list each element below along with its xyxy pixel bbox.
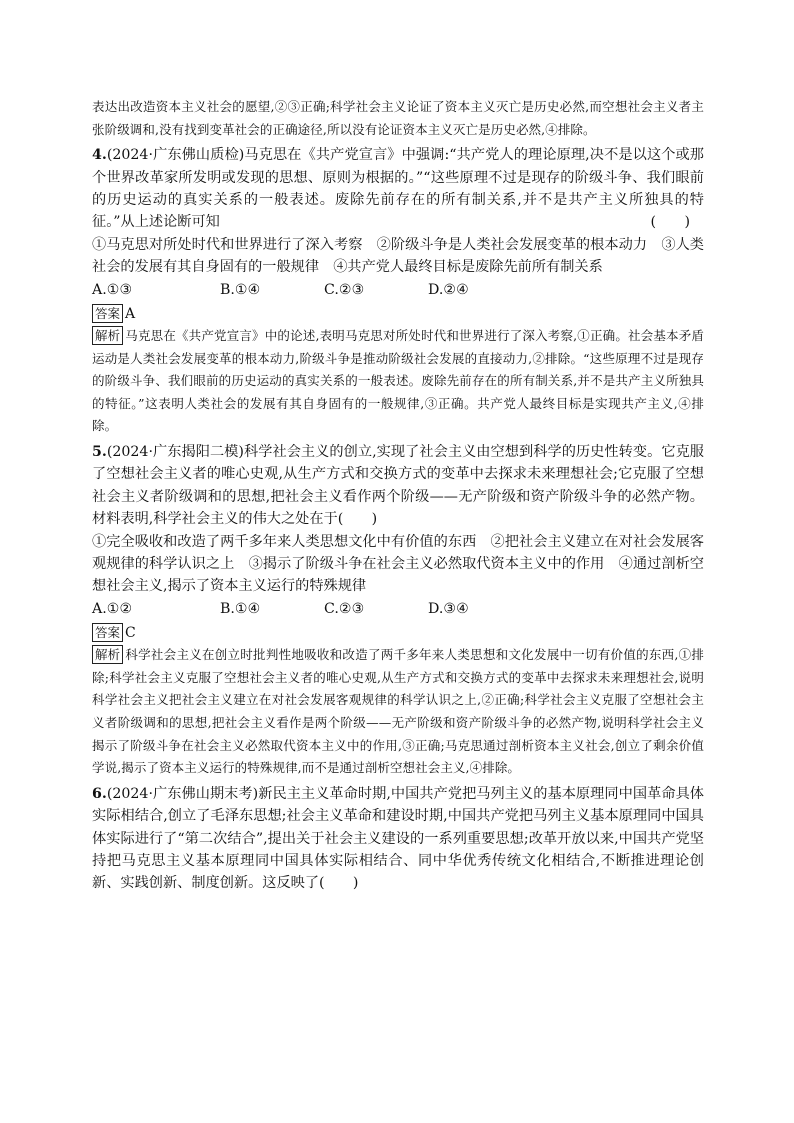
question-6-stem: (2024·广东佛山期末考)新民主主义革命时期,中国共产党把马列主义的基本原理同中国革命具体实际相结合,创立了毛泽东思想;社会主义革命和建设时期,中国共产党把马列主义基本原理同中国具体实际进行了“第二次结合”,提出关于社会主义建设的一系列重要思想;改革开放以来,中国共产党坚持把马克思主义基本原理同中国具体实际相结合、同中华优秀传统文化相结合,不断推进理论创新、实践创新、制度创新。这反映了( ): [92, 785, 704, 892]
question-4-answer: [92, 303, 704, 325]
question-4-answer-value: A: [125, 306, 136, 323]
question-4: [92, 144, 704, 234]
question-5-options: [92, 598, 704, 620]
question-5-answer: [92, 622, 704, 644]
analysis-tag: 解析: [92, 326, 123, 345]
question-4-options: [92, 279, 704, 301]
question-5-option-b[interactable]: B.①④: [220, 600, 261, 617]
question-4-option-b[interactable]: B.①④: [220, 281, 261, 298]
question-4-analysis: [92, 325, 704, 438]
question-5-option-a[interactable]: A.①②: [92, 600, 133, 617]
answer-tag: 答案: [92, 304, 123, 323]
question-5-analysis: [92, 644, 704, 780]
question-5: [92, 441, 704, 531]
analysis-tag: 解析: [92, 645, 123, 664]
question-5-analysis-text: 科学社会主义在创立时批判性地吸收和改造了两千多年来人类思想和文化发展中一切有价值的东西,①排除;科学社会主义克服了空想社会主义者的唯心史观,从生产方式和交换方式的变革中去探求未来理想社会,说明科学社会主义把社会主义建立在对社会发展客观规律的科学认识之上,②正确;科学社会主义克服了空想社会主义者阶级调和的思想,把社会主义看作是两个阶级——无产阶级和资产阶级斗争的必然产物,说明科学社会主义揭示了阶级斗争在社会主义必然取代资本主义中的作用,③正确;马克思通过剖析资本主义社会,创立了剩余价值学说,揭示了资本主义运行的特殊规律,而不是通过剖析空想社会主义,④排除。: [92, 647, 704, 776]
question-4-option-d[interactable]: D.②④: [428, 281, 469, 298]
question-5-option-d[interactable]: D.③④: [428, 600, 469, 617]
answer-tag: 答案: [92, 623, 123, 642]
top-explanation: 表达出改造资本主义社会的愿望,②③正确;科学社会主义论证了资本主义灭亡是历史必然,而空想社会主义者主张阶级调和,没有找到变革社会的正确途径,所以没有论证资本主义灭亡是历史必然,④排除。: [92, 99, 704, 137]
question-5-statements: ①完全吸收和改造了两千多年来人类思想文化中有价值的东西 ②把社会主义建立在对社会发展客观规律的科学认识之上 ③揭示了阶级斗争在社会主义必然取代资本主义中的作用 ④通过剖析空想社会主义,揭示了资本主义运行的特殊规律: [92, 533, 704, 595]
question-6: [92, 783, 704, 895]
question-4-stem: (2024·广东佛山质检)马克思在《共产党宣言》中强调:“共产党人的理论原理,决不是以这个或那个世界改革家所发明或发现的思想、原则为根据的。”“这些原理不过是现存的阶级斗争、我们眼前的历史运动的真实关系的一般表述。废除先前存在的所有制关系,并不是共产主义所独具的特征。”从上述论断可知: [92, 147, 704, 231]
question-5-answer-value: C: [125, 625, 136, 642]
question-4-option-a[interactable]: A.①③: [92, 281, 133, 298]
question-6-number: 6.: [92, 785, 107, 802]
question-4-statements: ①马克思对所处时代和世界进行了深入考察 ②阶级斗争是人类社会发展变革的根本动力 ③人类社会的发展有其自身固有的一般规律 ④共产党人最终目标是废除先前所有制关系: [92, 236, 704, 276]
question-5-number: 5.: [92, 444, 107, 460]
question-4-analysis-text: 马克思在《共产党宣言》中的论述,表明马克思对所处时代和世界进行了深入考察,①正确。社会基本矛盾运动是人类社会发展变革的根本动力,阶级斗争是推动阶级社会发展的直接动力,②排除。“这些原理不过是现存的阶级斗争、我们眼前的历史运动的真实关系的一般表述。废除先前存在的所有制关系,并不是共产主义所独具的特征。”这表明人类社会的发展有其自身固有的一般规律,③正确。共产党人最终目标是实现共产主义,④排除。: [92, 328, 704, 434]
document-page: [92, 96, 704, 895]
question-5-stem: (2024·广东揭阳二模)科学社会主义的创立,实现了社会主义由空想到科学的历史性转变。它克服了空想社会主义者的唯心史观,从生产方式和交换方式的变革中去探求未来理想社会;它克服了空想社会主义者阶级调和的思想,把社会主义看作两个阶级——无产阶级和资产阶级斗争的必然产物。材料表明,科学社会主义的伟大之处在于( ): [92, 444, 704, 528]
question-5-option-c[interactable]: C.②③: [324, 600, 365, 617]
question-4-number: 4.: [92, 147, 107, 164]
question-4-blank: ( ): [650, 214, 690, 231]
question-4-option-c[interactable]: C.②③: [324, 281, 365, 298]
